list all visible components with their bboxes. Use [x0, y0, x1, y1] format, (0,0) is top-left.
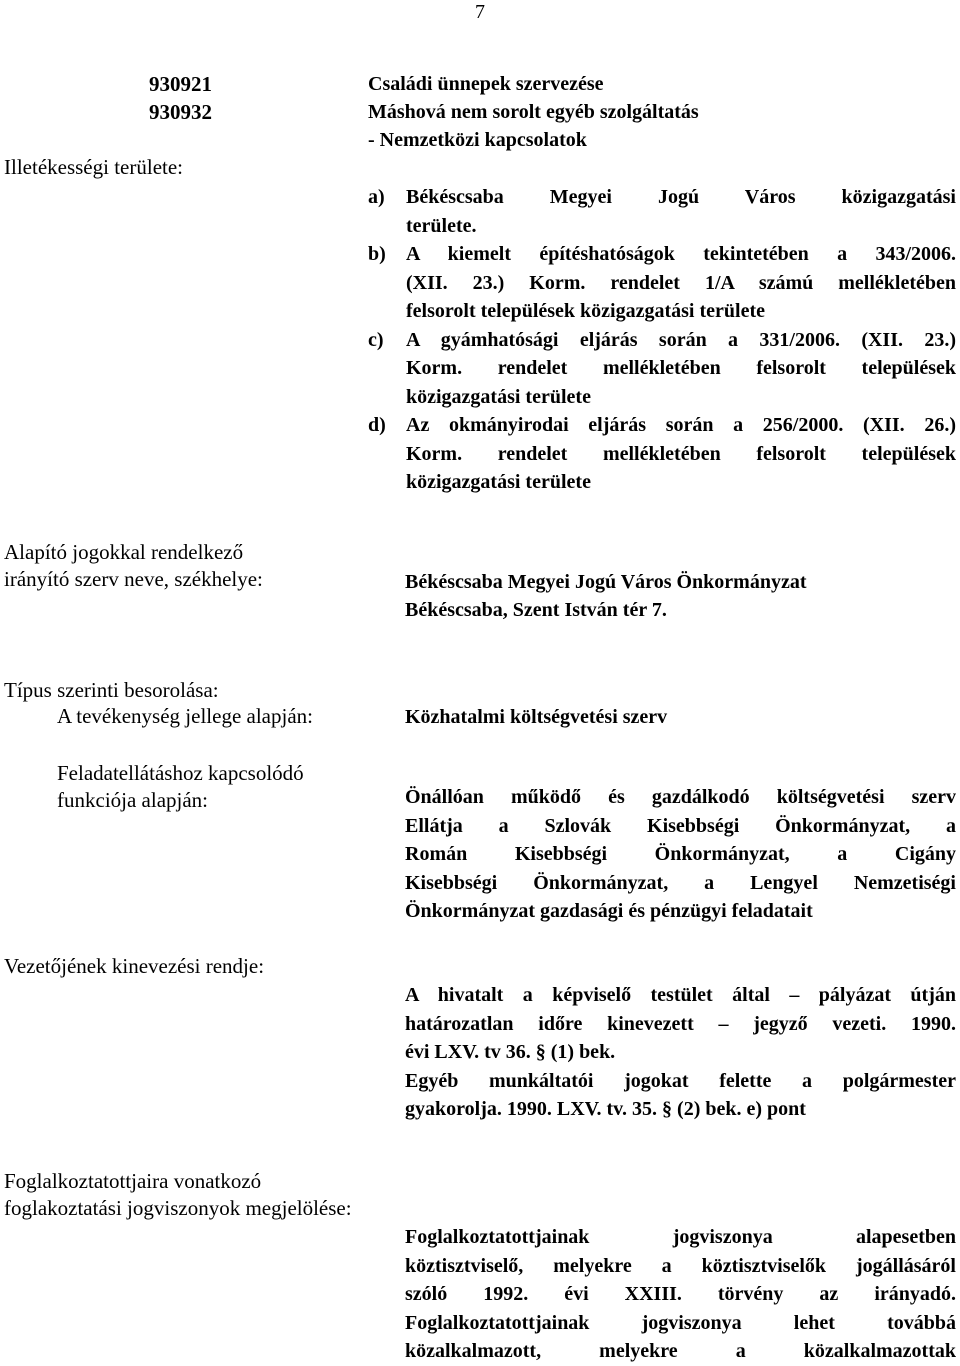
employment-label: foglakoztatási jogviszonyok megjelölése:	[4, 1196, 352, 1220]
value-line: Önállóan működő és gazdálkodó költségvetési szerv	[405, 786, 956, 808]
value-line: A hivatalt a képviselő testület által – pályázat útján	[405, 984, 956, 1006]
list-line: (XII. 23.) Korm. rendelet 1/A számú mellékletében	[406, 271, 956, 294]
value-line: Egyéb munkáltatói jogokat felette a polgármester	[405, 1069, 956, 1092]
value-line: Ellátja a Szlovák Kisebbségi Önkormányzat, a	[405, 814, 956, 837]
jurisdiction-label: Illetékességi területe:	[4, 155, 184, 179]
appointment-label: Vezetőjének kinevezési rendje:	[4, 954, 265, 978]
list-line: területe.	[406, 214, 477, 237]
list-line: Az okmányirodai eljárás során a 256/2000. (XII. 26.)	[406, 414, 956, 436]
function-value	[405, 783, 956, 926]
list-marker: d)	[368, 414, 386, 436]
appointment-value	[405, 981, 956, 1124]
value-line: határozatlan időre kinevezett – jegyző vezeti. 1990.	[405, 1012, 956, 1035]
activity-text: Családi ünnepek szervezése	[368, 73, 604, 95]
founder-label: irányító szerv neve, székhelye:	[4, 567, 263, 591]
activity-type-value: Közhatalmi költségvetési szerv	[405, 706, 668, 728]
list-item	[368, 240, 956, 326]
classification-label: Típus szerinti besorolása:	[4, 678, 219, 702]
list-marker: b)	[368, 243, 386, 265]
list-line: közigazgatási területe	[406, 471, 591, 493]
value-line: gyakorolja. 1990. LXV. tv. 35. § (2) bek. e) pont	[405, 1098, 806, 1120]
value-line: évi LXV. tv 36. § (1) bek.	[405, 1041, 616, 1063]
list-marker: a)	[368, 186, 385, 208]
activity-type-label: A tevékenység jellege alapján:	[57, 704, 313, 728]
value-line: Foglalkoztatottjainak jogviszonya lehet továbbá	[405, 1311, 956, 1334]
list-line: A gyámhatósági eljárás során a 331/2006. (XII. 23.)	[406, 328, 956, 351]
founder-address: Békéscsaba, Szent István tér 7.	[405, 599, 667, 621]
list-item	[368, 326, 956, 412]
value-line: Román Kisebbségi Önkormányzat, a Cigány	[405, 843, 956, 865]
value-line: Kisebbségi Önkormányzat, a Lengyel Nemzetiségi	[405, 871, 956, 894]
list-line: A kiemelt építéshatóságok tekintetében a 343/2006.	[406, 243, 956, 265]
founder-label: Alapító jogokkal rendelkező	[4, 540, 244, 564]
list-marker: c)	[368, 328, 384, 351]
value-line: köztisztviselő, melyekre a köztisztviselők jogállásáról	[405, 1254, 956, 1277]
jurisdiction-list	[368, 183, 956, 497]
list-line: Korm. rendelet mellékletében felsorolt települések	[406, 357, 956, 379]
list-item	[368, 183, 956, 240]
founder-name: Békéscsaba Megyei Jogú Város Önkormányzat	[405, 571, 807, 593]
list-line: Korm. rendelet mellékletében felsorolt települések	[406, 442, 956, 465]
list-line: közigazgatási területe	[406, 385, 591, 408]
value-line: szóló 1992. évi XXIII. törvény az irányadó.	[405, 1283, 956, 1305]
activity-text: Máshová nem sorolt egyéb szolgáltatás	[368, 101, 699, 123]
activity-code: 930932	[149, 100, 212, 124]
employment-value	[405, 1223, 956, 1366]
value-line: közalkalmazott, melyekre a közalkalmazottak	[405, 1340, 956, 1362]
employment-label: Foglalkoztatottjaira vonatkozó	[4, 1169, 262, 1193]
page-number: 7	[475, 1, 485, 23]
function-label: Feladatellátáshoz kapcsolódó	[57, 761, 304, 785]
value-line: Foglalkoztatottjainak jogviszonya alapesetben	[405, 1226, 956, 1248]
list-line: felsorolt települések közigazgatási területe	[406, 300, 765, 322]
function-label: funkciója alapján:	[57, 788, 209, 812]
activity-sub: - Nemzetközi kapcsolatok	[368, 129, 587, 151]
list-line: Békéscsaba Megyei Jogú Város közigazgatási	[406, 186, 956, 208]
value-line: Önkormányzat gazdasági és pénzügyi feladatait	[405, 900, 813, 922]
activity-code: 930921	[149, 72, 212, 96]
list-item	[368, 411, 956, 497]
